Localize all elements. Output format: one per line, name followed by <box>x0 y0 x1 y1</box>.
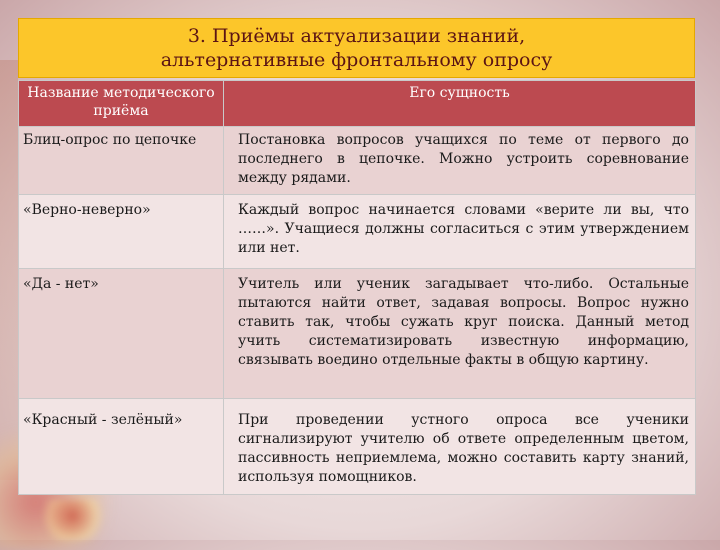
table-row <box>19 127 696 195</box>
header-method-name: Название методического приёма <box>19 81 224 127</box>
method-name: «Верно-неверно» <box>19 195 224 269</box>
method-description: Каждый вопрос начинается словами «верите ли вы, что ……». Учащиеся должны согласиться с этим утверждением или нет. <box>224 195 696 269</box>
table-header-row <box>19 81 696 127</box>
method-description: Учитель или ученик загадывает что-либо. Остальные пытаются найти ответ, задавая вопросы. Вопрос нужно ставить так, чтобы сужать круг поиска. Данный метод учить систематизировать известную информацию, связывать воедино отдельные факты в общую картину. <box>224 269 696 399</box>
title-line-2: альтернативные фронтальному опросу <box>160 49 553 71</box>
table-row <box>19 399 696 495</box>
header-essence: Его сущность <box>224 81 696 127</box>
title-line-1: 3. Приёмы актуализации знаний, <box>187 25 526 47</box>
method-name: Блиц-опрос по цепочке <box>19 127 224 195</box>
slide-title <box>18 18 695 78</box>
method-name: «Красный - зелёный» <box>19 399 224 495</box>
method-name: «Да - нет» <box>19 269 224 399</box>
background-left-decoration <box>0 60 18 480</box>
method-description: Постановка вопросов учащихся по теме от первого до последнего в цепочке. Можно устроить соревнование между рядами. <box>224 127 696 195</box>
flower-decoration <box>38 500 108 540</box>
method-description: При проведении устного опроса все ученики сигнализируют учителю об ответе определенным цветом, пассивность неприемлема, можно составить карту знаний, используя помощников. <box>224 399 696 495</box>
methods-table <box>18 80 696 495</box>
table-row <box>19 269 696 399</box>
table-row <box>19 195 696 269</box>
